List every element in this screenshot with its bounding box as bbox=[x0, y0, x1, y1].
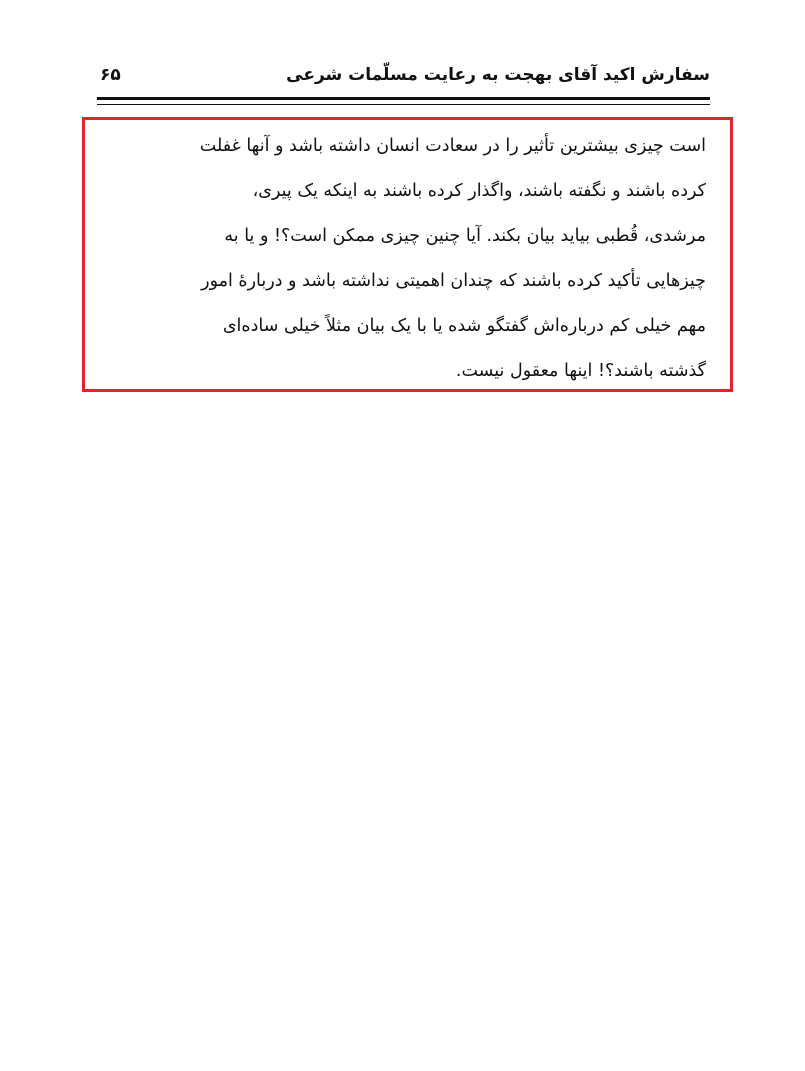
text-line: مرشدی، قُطبی بیاید بیان بکند. آیا چنین چیزی ممکن است؟! و یا به bbox=[224, 226, 706, 246]
page-number: ۶۵ bbox=[100, 65, 121, 85]
text-line: کرده باشند و نگفته باشند، واگذار کرده باشند به اینکه یک پیری، bbox=[252, 181, 706, 201]
header-rule-thick bbox=[97, 97, 710, 100]
running-header-title: سفارش اکید آقای بهجت به رعایت مسلّمات شرعی bbox=[286, 65, 710, 85]
text-line: گذشته باشند؟! اینها معقول نیست. bbox=[455, 361, 706, 381]
text-line: مهم خیلی کم درباره‌اش گفتگو شده یا با یک بیان مثلاً خیلی ساده‌ای bbox=[222, 316, 706, 336]
header-rule-thin bbox=[97, 104, 710, 105]
body-paragraph bbox=[100, 124, 706, 394]
text-line: است چیزی بیشترین تأثیر را در سعادت انسان داشته باشد و آنها غفلت bbox=[199, 136, 706, 156]
text-line: چیزهایی تأکید کرده باشند که چندان اهمیتی نداشته باشد و دربارهٔ امور bbox=[201, 271, 706, 291]
